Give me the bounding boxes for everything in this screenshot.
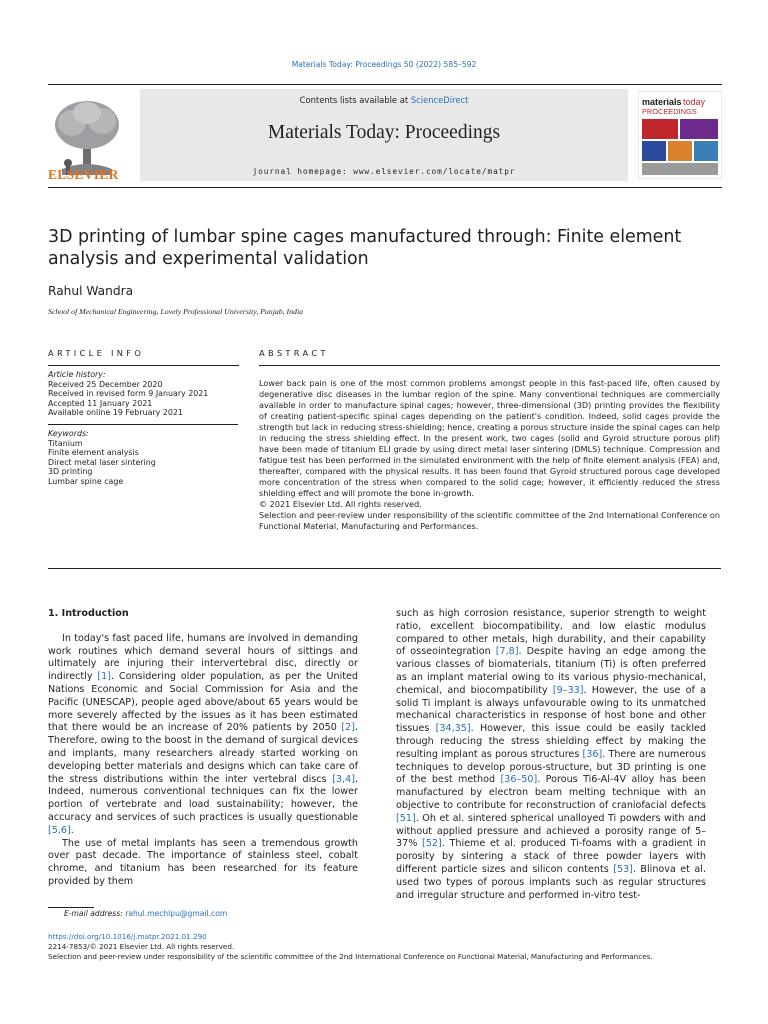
- abstract-bottom-rule: [48, 568, 721, 569]
- intro-paragraph-continued: [396, 608, 706, 902]
- text-run: . Porous Ti6-Al-4V alloy has been manufactured by electron beam melting technique with an objective to contribute for reconstruction of craniofacial defects: [396, 774, 706, 811]
- citation-ref-link[interactable]: [9–33]: [552, 684, 584, 696]
- email-link[interactable]: rahul.mechlpu@gmail.com: [125, 909, 228, 918]
- text-run: such as high corrosion resistance, superior strength to weight ratio, excellent biocompatibility, and low elastic modulus compared to other metals, high durability, and their capability of osseointegration: [396, 608, 706, 658]
- journal-homepage[interactable]: journal homepage: www.elsevier.com/locate/matpr: [252, 167, 516, 176]
- corresponding-email: [64, 909, 227, 918]
- citation-ref-link[interactable]: [51]: [396, 812, 416, 824]
- history-accepted: Accepted 11 January 2021: [48, 398, 153, 408]
- article-info-rule: [48, 365, 239, 366]
- citation-ref-link[interactable]: [7,8]: [495, 646, 519, 658]
- abstract-heading: ABSTRACT: [259, 348, 329, 358]
- citation-ref-link[interactable]: [53]: [613, 863, 633, 875]
- article-title: 3D printing of lumbar spine cages manufactured through: Finite element analysis and experimental validation: [48, 227, 682, 269]
- cover-title-today: today: [683, 97, 706, 107]
- sciencedirect-link[interactable]: ScienceDirect: [410, 95, 469, 105]
- citation-ref-link[interactable]: [34,35]: [435, 723, 471, 735]
- elsevier-wordmark[interactable]: ELSEVIER: [48, 167, 119, 182]
- keywords-label: Keywords:: [48, 428, 89, 438]
- keywords-rule: [48, 424, 238, 425]
- author-name: Rahul Wandra: [48, 284, 134, 298]
- cover-title-proceedings: PROCEEDINGS: [642, 107, 697, 116]
- keyword-item: Finite element analysis: [48, 448, 139, 458]
- abstract-copyright: © 2021 Elsevier Ltd. All rights reserved.: [259, 499, 422, 509]
- journal-masthead: [48, 84, 722, 188]
- abstract-rule: [259, 365, 720, 366]
- text-run: .: [70, 824, 74, 836]
- text-run: . Indeed, numerous conventional techniques can fix the lower portion of vertebrate and load sustainability; however, the accuracy and services of such practices is usually questionable: [48, 773, 358, 823]
- citation-ref-link[interactable]: [2]: [341, 722, 355, 734]
- text-run: . There are numerous techniques to develop porous-structure, but 3D printing is one of the best method: [396, 748, 706, 786]
- history-received: Received 25 December 2020: [48, 379, 163, 389]
- journal-cover-image[interactable]: [638, 91, 722, 179]
- text-run: . Oh et al. sintered spherical unalloyed Ti powders with and without applied pressure and achieved a porosity range of 5–37%: [396, 812, 706, 850]
- history-revised: Received in revised form 9 January 2021: [48, 389, 209, 399]
- abstract: [259, 378, 720, 532]
- citation-ref-link[interactable]: [5,6]: [48, 824, 71, 836]
- footnote-rule: [48, 907, 94, 908]
- citation-ref-link[interactable]: [3,4]: [332, 773, 355, 785]
- contents-prefix: Contents lists available at: [299, 95, 411, 105]
- keyword-item: Direct metal laser sintering: [48, 457, 156, 467]
- author-affiliation: School of Mechanical Engineering, Lovely Professional University, Punjab, India: [48, 307, 304, 316]
- abstract-text: Lower back pain is one of the most common problems amongst people in this fast-paced life, often caused by degenerative disc diseases in the lumbar region of the spine. Many conventional techniques are commercially available in order to manufacture spinal cages; however, three-dimensional (3D) printing provides the flexibility of creating patient-specific spinal cages depending on the patient's condition. Indeed, solid cages provide the strength but lack in reducing stress-shielding; hence, creating a porous structure inside the spinal cages can help in reducing the stress shielding effect. In the present work, two cages (solid and Gyroid structure porous plif) have been made of titanium ELI grade by using direct metal laser sintering (DMLS) technique. Compression and fatigue test has been performed in the simulated environment with the help of finite element analysis (FEA) and, thereafter, compared with the physical results. It has been found that Gyroid structured porous cage developed more concentration of the stress when compared to the solid cage; however, it efficiently reduced the stress shielding effect and will promote the bone in-growth.: [259, 378, 720, 498]
- text-run: . Despite having an edge among the various classes of biomaterials, titanium (Ti) is often preferred as an implant material owing to its various physio-mechanical, chemical, and biocompatibility: [396, 646, 707, 696]
- article-info: [48, 370, 238, 487]
- contents-line: [140, 95, 628, 105]
- abstract-peer-review: Selection and peer-review under responsibility of the scientific committee of the 2nd International Conference on Functional Material, Manufacturing and Performances.: [259, 510, 720, 531]
- issn-copyright: 2214-7853/© 2021 Elsevier Ltd. All rights reserved.: [48, 942, 235, 951]
- keyword-item: 3D printing: [48, 467, 93, 477]
- journal-header-box: [140, 89, 628, 181]
- keyword-item: Titanium: [48, 438, 83, 448]
- doi-link[interactable]: https://doi.org/10.1016/j.matpr.2021.01.290: [48, 932, 207, 941]
- journal-citation[interactable]: Materials Today: Proceedings 50 (2022) 585–592: [291, 60, 477, 69]
- journal-title: Materials Today: Proceedings: [267, 122, 501, 143]
- text-run: . Blinova et al. used two types of porous implants such as regular structures and irregular structure and performed in-vitro test-: [396, 863, 706, 901]
- keyword-item: Lumbar spine cage: [48, 476, 124, 486]
- text-run: . Considering older population, as per the United Nations Economic and Social Commission for Asia and the Pacific (UNESCAP), people aged above/about 65 years would be more severely affected by the issues as it has been estimated that there would be an increase of 20% patients by 2050: [48, 671, 358, 734]
- citation-ref-link[interactable]: [36–50]: [500, 774, 538, 786]
- history-online: Available online 19 February 2021: [48, 408, 183, 418]
- body-column-right: [396, 608, 706, 902]
- text-run: . However, the use of a solid Ti implant is always unfavourable owing to its unmatched mechanical characteristics in response of host bone and other tissues: [396, 684, 706, 735]
- text-run: The use of metal implants has seen a tremendous growth over past decade. The importance of stainless steel, cobalt chrome, and titanium has been researched for its feature provided by them: [48, 837, 358, 887]
- text-run: . Therefore, owing to the boost in the demand of surgical devices and implants, many researchers already started working on developing better materials and designs which can take care of the stress distributions within the inter vertebral discs: [48, 722, 358, 785]
- text-run: . Thieme et al. produced Ti-foams with a gradient in porosity by sintering a stack of three powder layers with different particle sizes and silicon contents: [396, 838, 706, 875]
- article-history-label: Article history:: [48, 370, 106, 379]
- citation-ref-link[interactable]: [1]: [97, 671, 111, 683]
- citation-ref-link[interactable]: [52]: [422, 838, 442, 850]
- text-run: . However, this issue could be easily tackled through reducing the stress shielding effect by making the resulting implant as porous structures: [396, 723, 706, 760]
- intro-paragraph-2: [48, 838, 358, 889]
- section-heading-introduction: 1. Introduction: [48, 608, 129, 619]
- text-run: In today's fast paced life, humans are involved in demanding work routines which demand several hours of sittings and ultimately are injuring their intervertebral disc, directly or indirectly: [48, 632, 358, 683]
- article-info-heading: ARTICLE INFO: [48, 348, 145, 358]
- cover-title-materials: materials: [642, 97, 682, 107]
- email-label: E-mail address:: [64, 909, 126, 918]
- intro-paragraph-1: [48, 633, 358, 838]
- footer-peer-review: Selection and peer-review under responsibility of the scientific committee of the 2nd International Conference on Functional Material, Manufacturing and Performances.: [48, 952, 653, 961]
- body-column-left: [48, 608, 358, 889]
- citation-ref-link[interactable]: [36]: [582, 748, 603, 760]
